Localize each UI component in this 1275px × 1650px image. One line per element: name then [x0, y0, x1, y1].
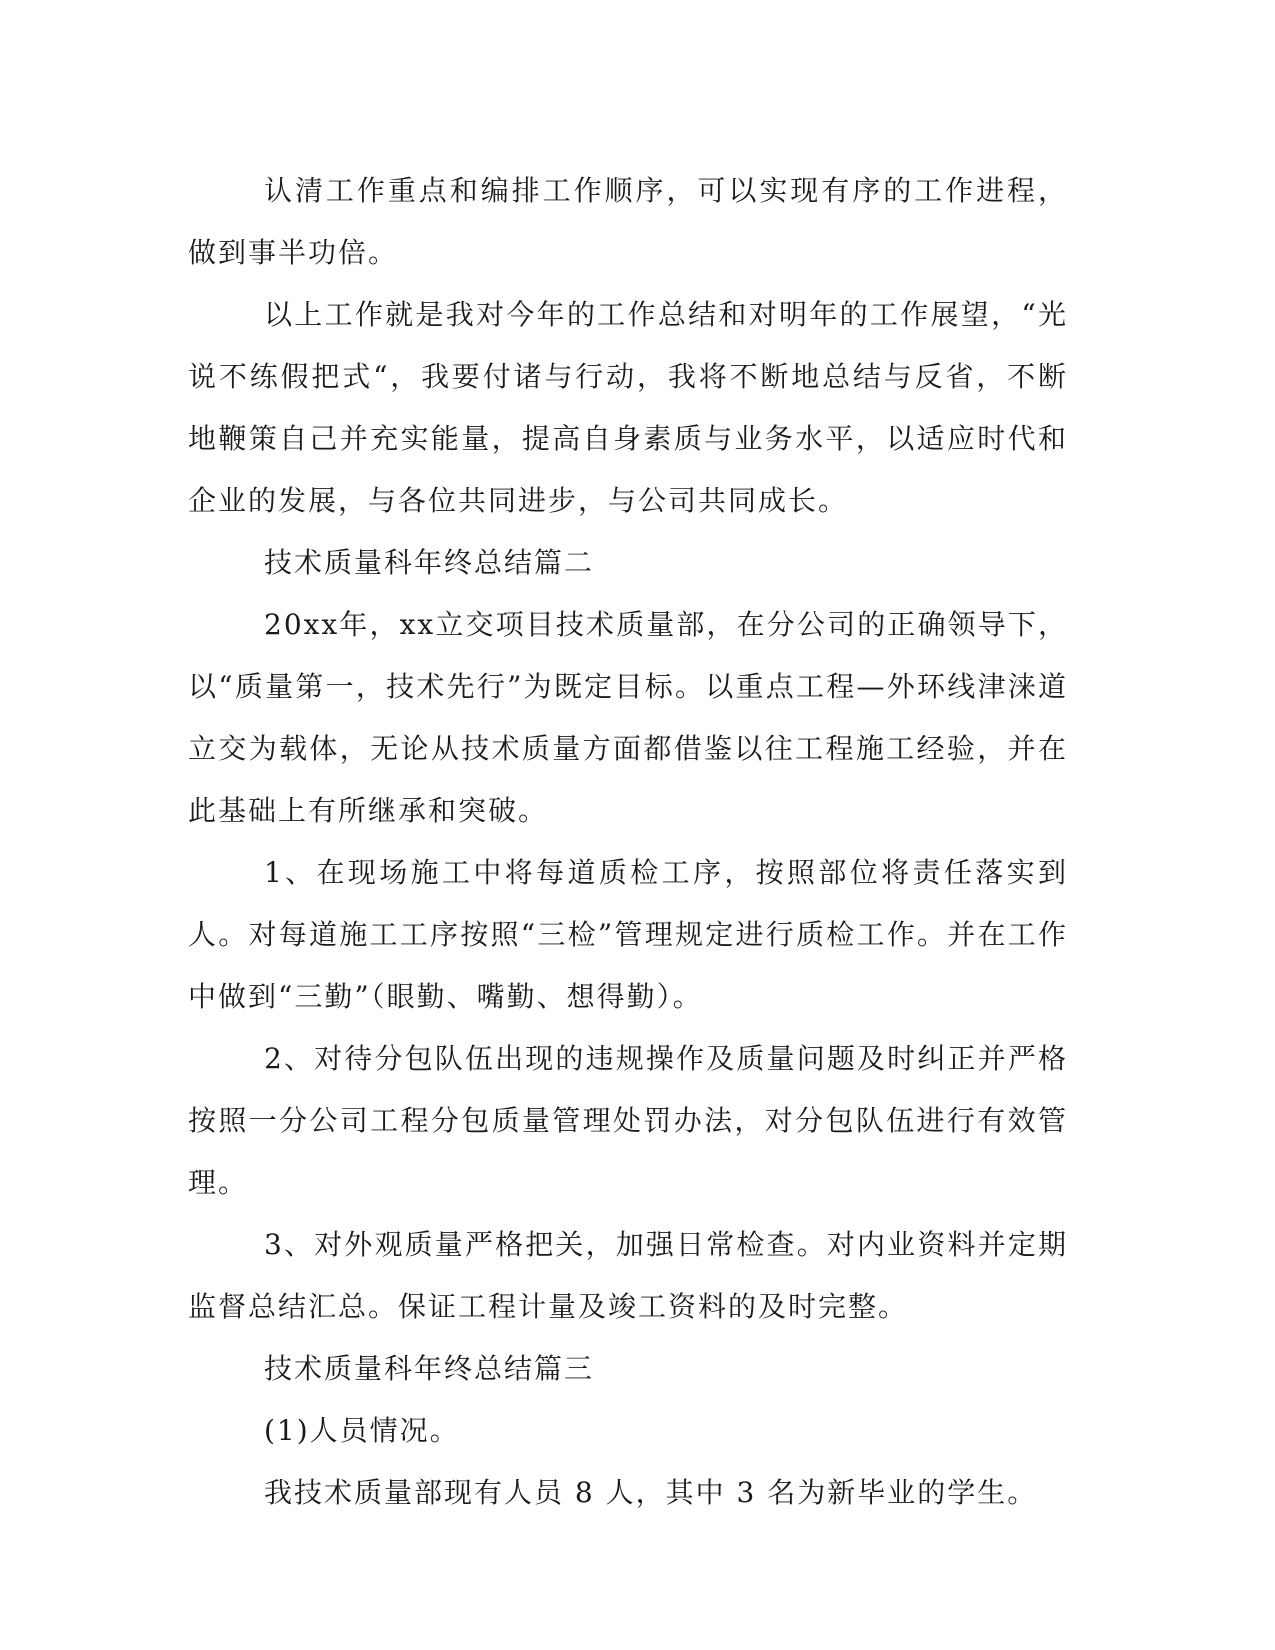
- paragraph: 我技术质量部现有人员 8 人，其中 3 名为新毕业的学生。: [264, 1476, 1038, 1509]
- paragraph: 认清工作重点和编排工作顺序，可以实现有序的工作进程，做到事半功倍。: [188, 174, 1068, 269]
- list-item: 2、对待分包队伍出现的违规操作及质量问题及时纠正并严格按照一分公司工程分包质量管理处罚办法，对分包队伍进行有效管理。: [188, 1042, 1068, 1199]
- list-item: 1、在现场施工中将每道质检工序，按照部位将责任落实到人。对每道施工工序按照“三检”管理规定进行质检工作。并在工作中做到“三勤”（眼勤、嘴勤、想得勤）。: [188, 856, 1068, 1013]
- paragraph: 以上工作就是我对今年的工作总结和对明年的工作展望，“光说不练假把式“，我要付诸与行动，我将不断地总结与反省，不断地鞭策自己并充实能量，提高自身素质与业务水平，以适应时代和企业的发展，与各位共同进步，与公司共同成长。: [188, 298, 1068, 517]
- subheading: (1)人员情况。: [264, 1414, 460, 1447]
- document-body: [188, 160, 1068, 1524]
- paragraph: 20xx年，xx立交项目技术质量部，在分公司的正确领导下，以“质量第一，技术先行”为既定目标。以重点工程—外环线津涞道立交为载体，无论从技术质量方面都借鉴以往工程施工经验，并在此基础上有所继承和突破。: [188, 608, 1068, 827]
- section-heading: 技术质量科年终总结篇二: [264, 546, 595, 579]
- section-heading: 技术质量科年终总结篇三: [264, 1352, 595, 1385]
- list-item: 3、对外观质量严格把关，加强日常检查。对内业资料并定期监督总结汇总。保证工程计量及竣工资料的及时完整。: [188, 1228, 1068, 1323]
